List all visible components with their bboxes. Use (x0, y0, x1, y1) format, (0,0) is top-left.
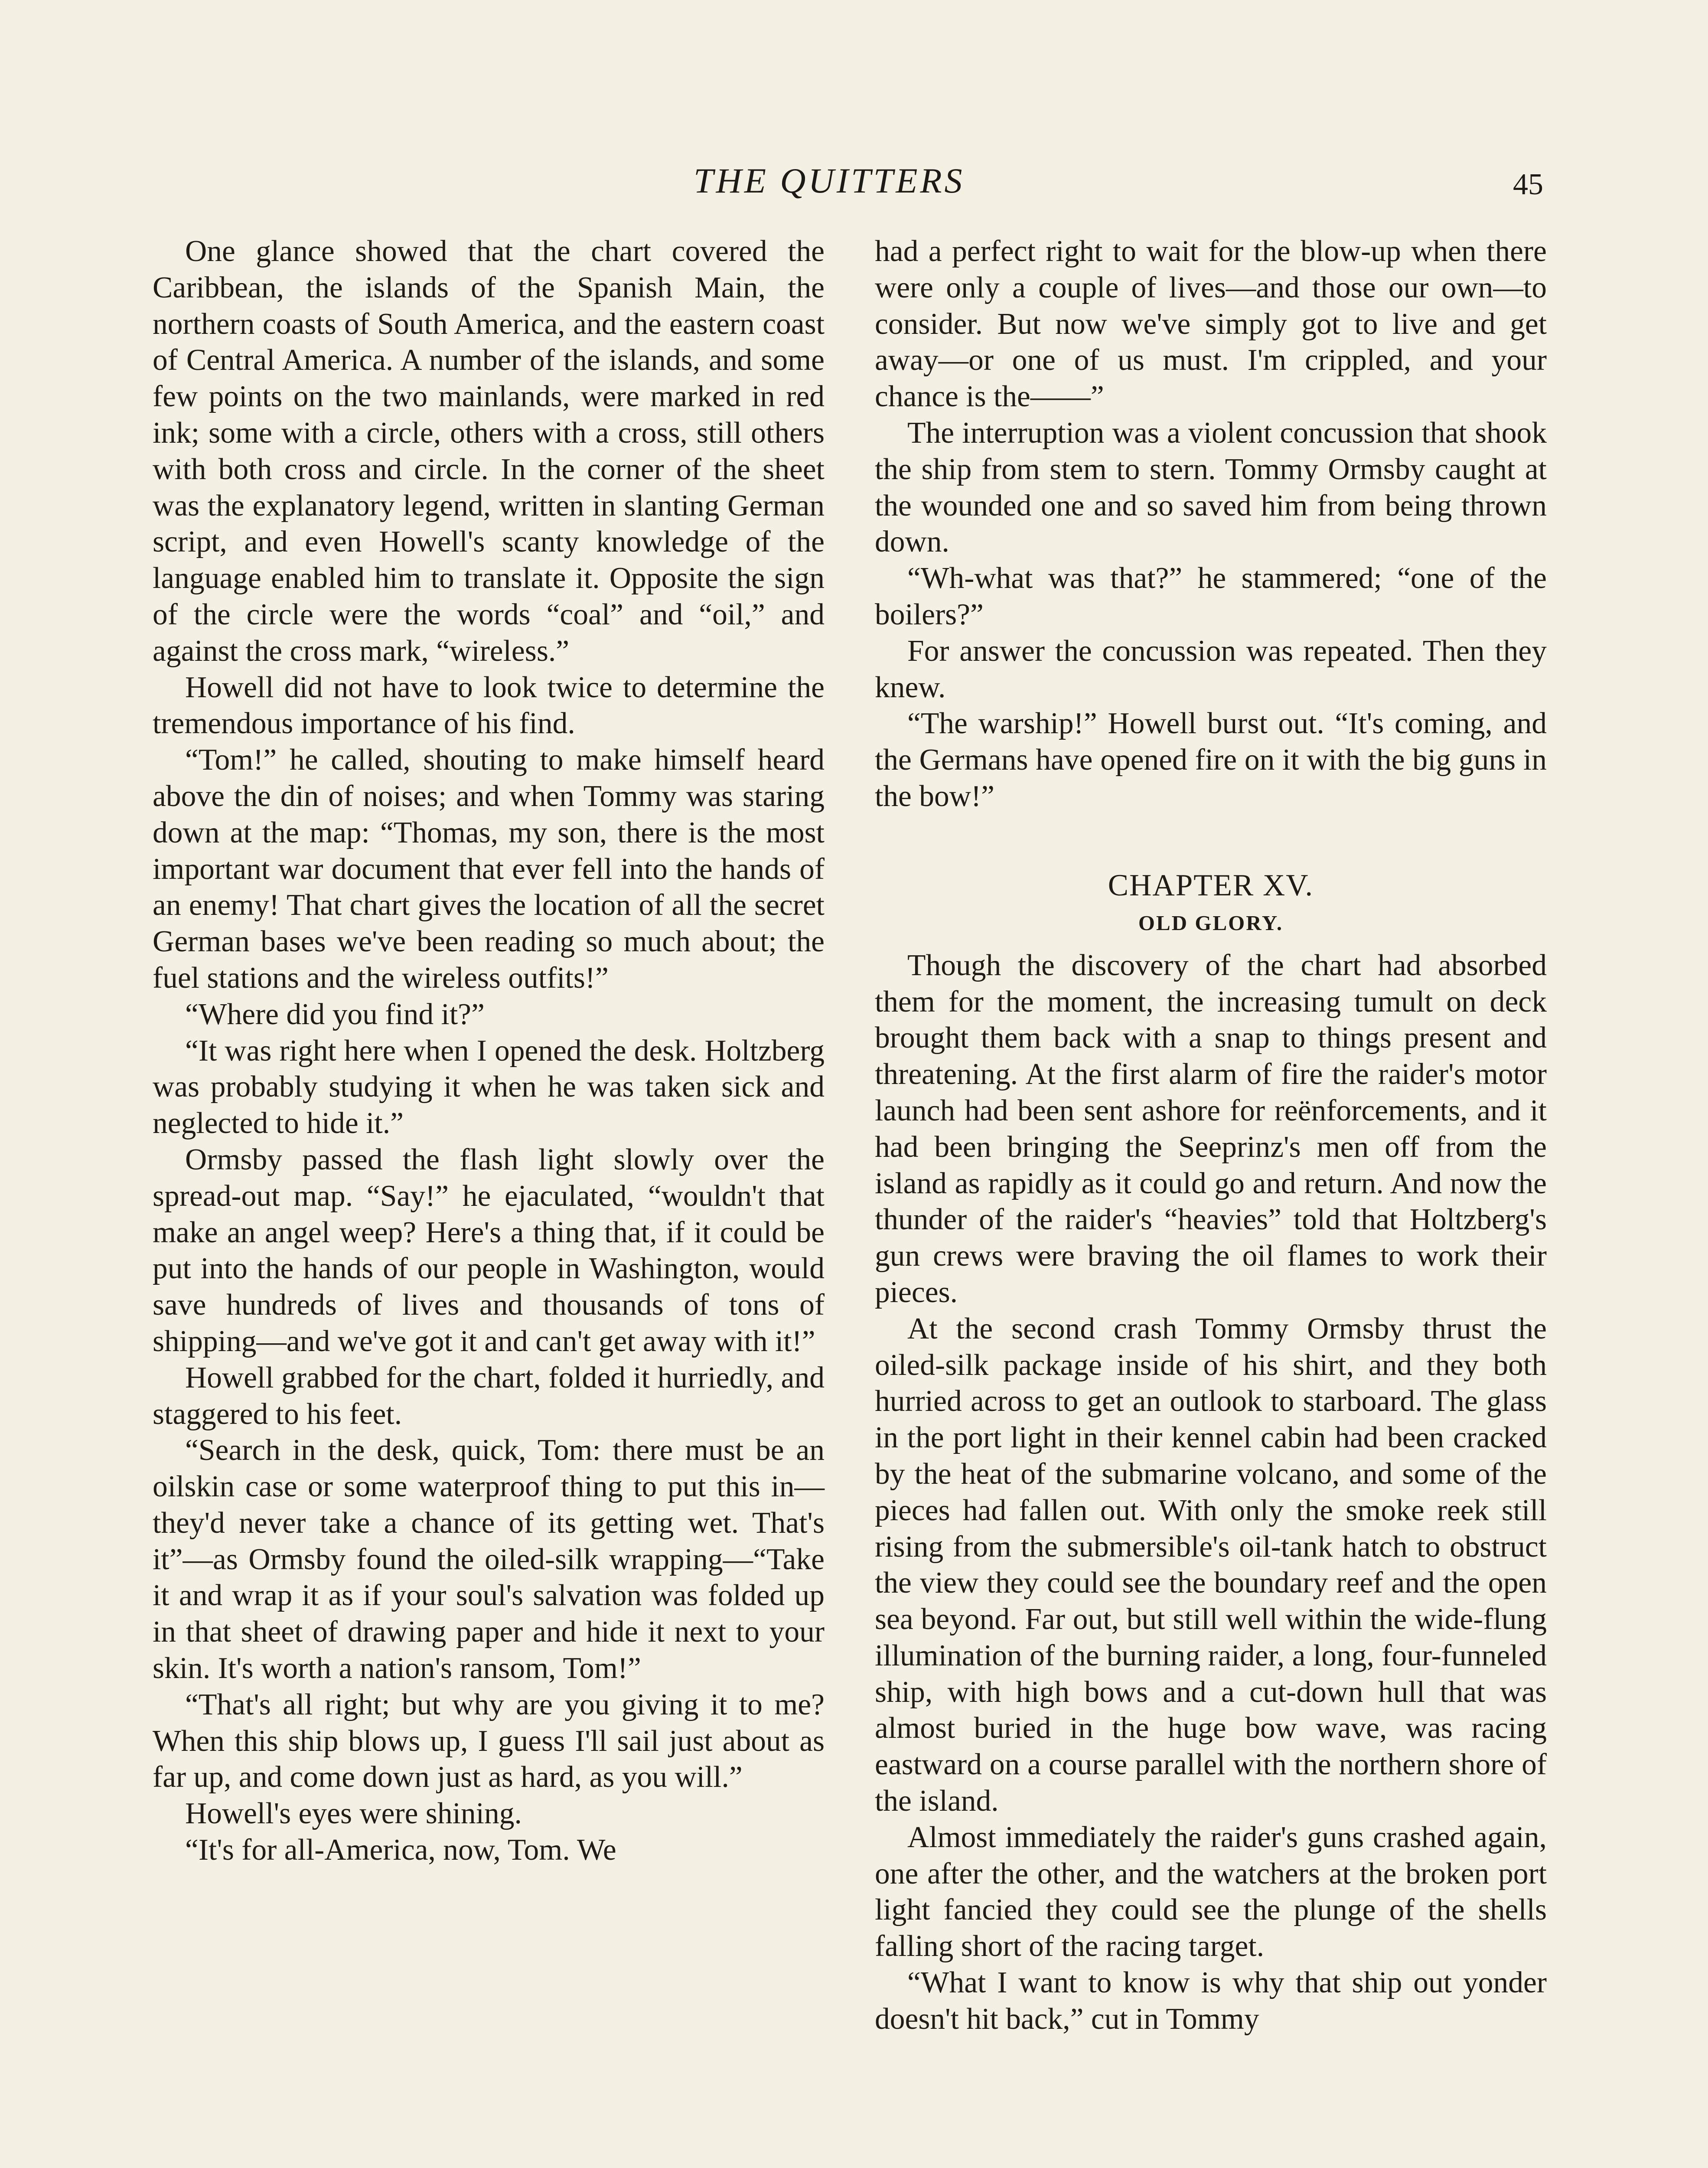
paragraph: Almost immediately the raider's guns crashed again, one after the other, and the watchers at the broken port light fancied they could see the plunge of the shells falling short of the racing target. (875, 1820, 1547, 1963)
paragraph: One glance showed that the chart covered the Caribbean, the islands of the Spanish Main, the northern coasts of South America, and the eastern coast of Central America. A number of the islands, and some few points on the two mainlands, were marked in red ink; some with a circle, others with a cross, still others with both cross and circle. In the corner of the sheet was the explanatory legend, written in slanting German script, and even Howell's scanty knowledge of the language enabled him to translate it. Opposite the sign of the circle were the words “coal” and “oil,” and against the cross mark, “wireless.” (153, 235, 825, 668)
paragraph: “It was right here when I opened the desk. Holtzberg was probably studying it when he was taken sick and neglected to hide it.” (153, 1034, 825, 1140)
paragraph: Howell did not have to look twice to determine the tremendous importance of his find. (153, 670, 825, 741)
paragraph: Howell's eyes were shining. (185, 1797, 522, 1831)
paragraph: “That's all right; but why are you giving it to me? When this ship blows up, I guess I'll sail just about as far up, and come down just as hard, as you will.” (153, 1688, 825, 1794)
paragraph: had a perfect right to wait for the blow-up when there were only a couple of lives—and those our own—to consider. But now we've simply got to live and get away—or one of us must. I'm crippled, and your chance is the——” (875, 235, 1547, 414)
paragraph: Howell grabbed for the chart, folded it hurriedly, and staggered to his feet. (153, 1361, 825, 1431)
paragraph: “The warship!” Howell burst out. “It's coming, and the Germans have opened fire on it with the big guns in the bow!” (875, 707, 1547, 813)
paragraph: For answer the concussion was repeated. Then they knew. (875, 634, 1547, 704)
right-column-before-chapter (875, 233, 1547, 815)
paragraph: At the second crash Tommy Ormsby thrust the oiled-silk package inside of his shirt, and they both hurried across to get an outlook to starboard. The glass in the port light in their kennel cabin had been cracked by the heat of the submarine volcano, and some of the pieces had fallen out. With only the smoke reek still rising from the submersible's oil-tank hatch to obstruct the view they could see the boundary reef and the open sea beyond. Far out, but still well within the wide-flung illumination of the burning raider, a long, four-funneled ship, with high bows and a cut-down hull that was almost buried in the huge bow wave, was racing eastward on a course parallel with the northern shore of the island. (875, 1312, 1547, 1818)
chapter-subtitle: OLD GLORY. (1138, 911, 1284, 935)
paragraph: “Search in the desk, quick, Tom: there must be an oilskin case or some waterproof thing to put this in—they'd never take a chance of its getting wet. That's it”—as Ormsby found the oiled-silk wrapping—“Take it and wrap it as if your soul's salvation was folded up in that sheet of drawing paper and hide it next to your skin. It's worth a nation's ransom, Tom!” (153, 1433, 825, 1685)
paragraph: Ormsby passed the flash light slowly over the spread-out map. “Say!” he ejaculated, “wouldn't that make an angel weep? Here's a thing that, if it could be put into the hands of our people in Washington, would save hundreds of lives and thousands of tons of shipping—and we've got it and can't get away with it!” (153, 1143, 825, 1358)
right-column (875, 233, 1547, 2037)
paragraph: Though the discovery of the chart had absorbed them for the moment, the increasing tumult on deck brought them back with a snap to things present and threatening. At the first alarm of fire the raider's motor launch had been sent ashore for reënforcements, and it had been bringing the Seeprinz's men off from the island as rapidly as it could go and return. And now the thunder of the raider's “heavies” told that Holtzberg's gun crews were braving the oil flames to work their pieces. (875, 948, 1547, 1309)
paragraph: “It's for all-America, now, Tom. We (185, 1833, 616, 1867)
paragraph: “What I want to know is why that ship out yonder doesn't hit back,” cut in Tommy (875, 1966, 1547, 2036)
left-column (153, 233, 825, 1868)
paragraph: The interruption was a violent concussion that shook the ship from stem to stern. Tommy Ormsby caught at the wounded one and so saved him from being thrown down. (875, 416, 1547, 559)
paragraph: “Where did you find it?” (185, 997, 485, 1031)
paragraph: “Wh-what was that?” he stammered; “one of the boilers?” (875, 562, 1547, 631)
chapter-heading: CHAPTER XV. (1108, 868, 1314, 902)
paragraph: “Tom!” he called, shouting to make himself heard above the din of noises; and when Tommy was staring down at the map: “Thomas, my son, there is the most important war document that ever fell into the hands of an enemy! That chart gives the location of all the secret German bases we've been reading so much about; the fuel stations and the wireless outfits!” (153, 743, 825, 995)
right-column-after-chapter (875, 947, 1547, 2037)
running-head (0, 160, 1708, 208)
page-number: 45 (1513, 168, 1543, 201)
running-title: THE QUITTERS (694, 161, 965, 200)
